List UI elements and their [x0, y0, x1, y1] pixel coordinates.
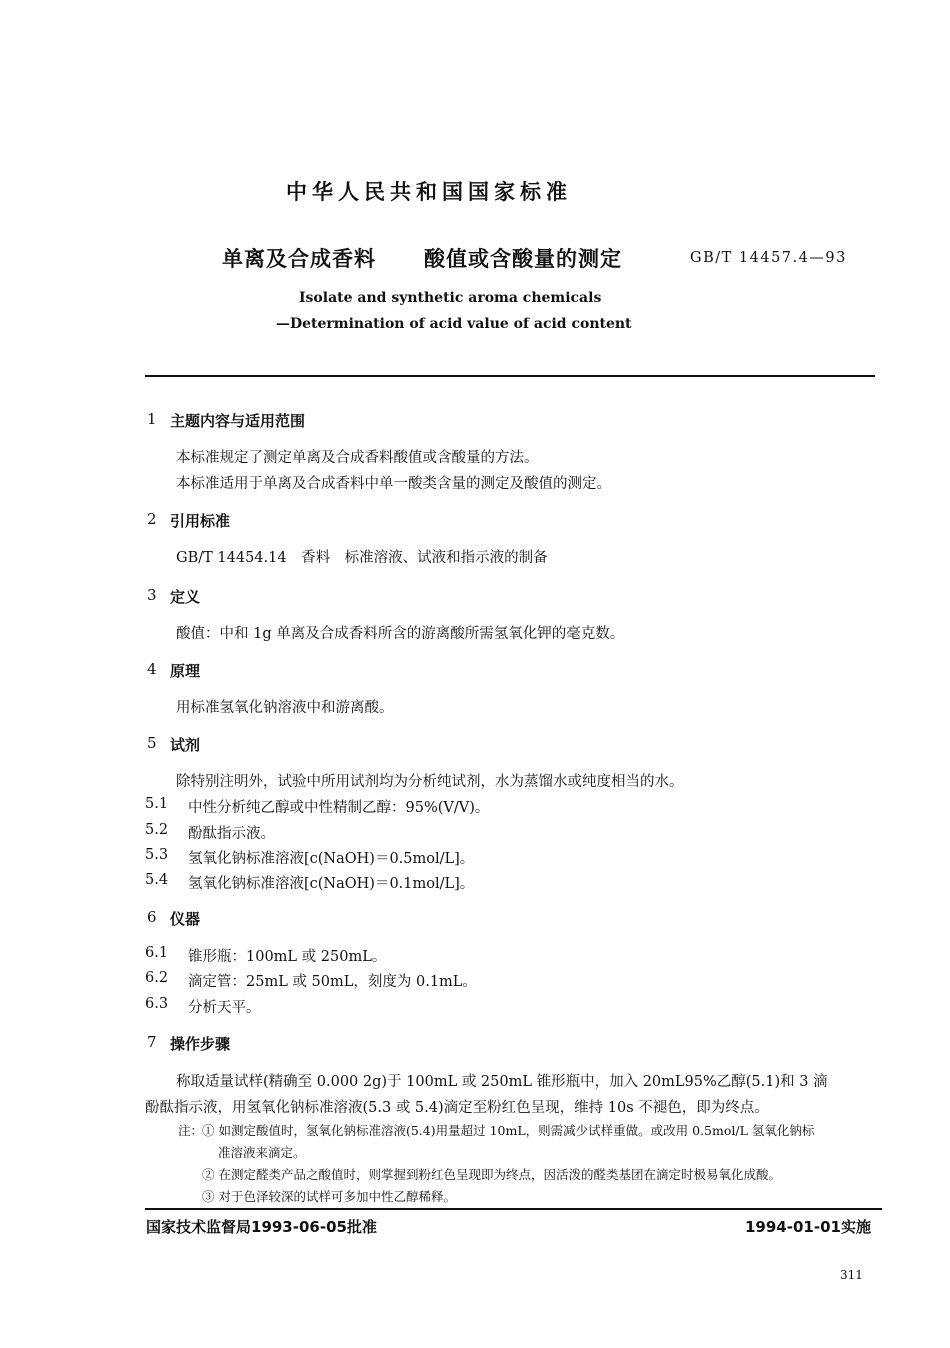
section-1-heading: 主题内容与适用范围 [170, 412, 306, 430]
list-item-number: 6.1 [145, 945, 169, 961]
footer-divider [145, 1208, 882, 1210]
english-title-line2: —Determination of acid value of acid content [276, 316, 632, 332]
section-5-intro: 除特别注明外，试验中所用试剂均为分析纯试剂，水为蒸馏水或纯度相当的水。 [176, 774, 684, 790]
list-item-number: 5.1 [145, 796, 169, 812]
document-title-part2: 酸值或含酸量的测定 [424, 247, 622, 271]
note-3: ③ 对于色泽较深的试样可多加中性乙醇稀释。 [202, 1189, 456, 1204]
list-item-text: 分析天平。 [188, 1000, 261, 1016]
list-item-number: 5.4 [145, 872, 169, 888]
list-item-number: 5.3 [145, 847, 169, 863]
implementation-date: 1994-01-01实施 [745, 1218, 871, 1236]
standard-code: GB/T 14457.4—93 [690, 250, 847, 266]
list-item-text: 氢氧化钠标准溶液[c(NaOH)＝0.5mol/L]。 [188, 851, 475, 867]
header-divider [145, 375, 875, 377]
section-2-heading: 引用标准 [170, 512, 231, 530]
list-item-text: 中性分析纯乙醇或中性精制乙醇：95%(V/V)。 [188, 800, 490, 816]
section-1-number: 1 [147, 410, 157, 428]
document-title-part1: 单离及合成香料 [222, 247, 376, 271]
section-2-number: 2 [147, 510, 157, 528]
section-5-number: 5 [147, 734, 157, 752]
section-6-number: 6 [147, 908, 157, 926]
note-2: ② 在测定醛类产品之酸值时，则掌握到粉红色呈现即为终点，因活泼的醛类基团在滴定时极易氧化成酸。 [202, 1167, 781, 1182]
section-3-heading: 定义 [170, 588, 201, 606]
section-7-heading: 操作步骤 [170, 1035, 231, 1053]
list-item-text: 酚酞指示液。 [188, 826, 275, 842]
section-4-heading: 原理 [170, 662, 201, 680]
note-1-line1: ① 如测定酸值时，氢氧化钠标准溶液(5.4)用量超过 10mL，则需减少试样重做。或改用 0.5mol/L 氢氧化钠标 [202, 1123, 815, 1138]
section-2-reference: GB/T 14454.14 香料 标准溶液、试液和指示液的制备 [176, 550, 548, 566]
section-1-para-2: 本标准适用于单离及合成香料中单一酸类含量的测定及酸值的测定。 [176, 476, 611, 492]
approval-date: 国家技术监督局1993-06-05批准 [146, 1218, 377, 1236]
list-item-text: 氢氧化钠标准溶液[c(NaOH)＝0.1mol/L]。 [188, 876, 475, 892]
list-item-number: 6.2 [145, 970, 169, 986]
section-4-principle: 用标准氢氧化钠溶液中和游离酸。 [176, 700, 394, 716]
section-5-heading: 试剂 [170, 736, 201, 754]
note-label: 注： [178, 1123, 204, 1138]
section-7-para-line1: 称取适量试样(精确至 0.000 2g)于 100mL 或 250mL 锥形瓶中，加入 20mL95%乙醇(5.1)和 3 滴 [176, 1074, 828, 1090]
section-7-number: 7 [147, 1033, 157, 1051]
note-1-line2: 准溶液来滴定。 [218, 1145, 306, 1160]
section-3-number: 3 [147, 586, 157, 604]
national-standard-heading: 中华人民共和国国家标准 [286, 180, 572, 204]
section-1-para-1: 本标准规定了测定单离及合成香料酸值或含酸量的方法。 [176, 450, 539, 466]
english-title-line1: Isolate and synthetic aroma chemicals [299, 290, 602, 306]
list-item-text: 滴定管：25mL 或 50mL，刻度为 0.1mL。 [188, 974, 477, 990]
section-4-number: 4 [147, 660, 157, 678]
list-item-number: 5.2 [145, 822, 169, 838]
section-3-definition: 酸值：中和 1g 单离及合成香料所含的游离酸所需氢氧化钾的毫克数。 [176, 626, 625, 642]
page-number: 311 [840, 1268, 863, 1282]
list-item-number: 6.3 [145, 996, 169, 1012]
section-7-para-line2: 酚酞指示液，用氢氧化钠标准溶液(5.3 或 5.4)滴定至粉红色呈现，维持 10s 不褪色，即为终点。 [145, 1100, 769, 1116]
section-6-heading: 仪器 [170, 910, 201, 928]
list-item-text: 锥形瓶：100mL 或 250mL。 [188, 949, 387, 965]
